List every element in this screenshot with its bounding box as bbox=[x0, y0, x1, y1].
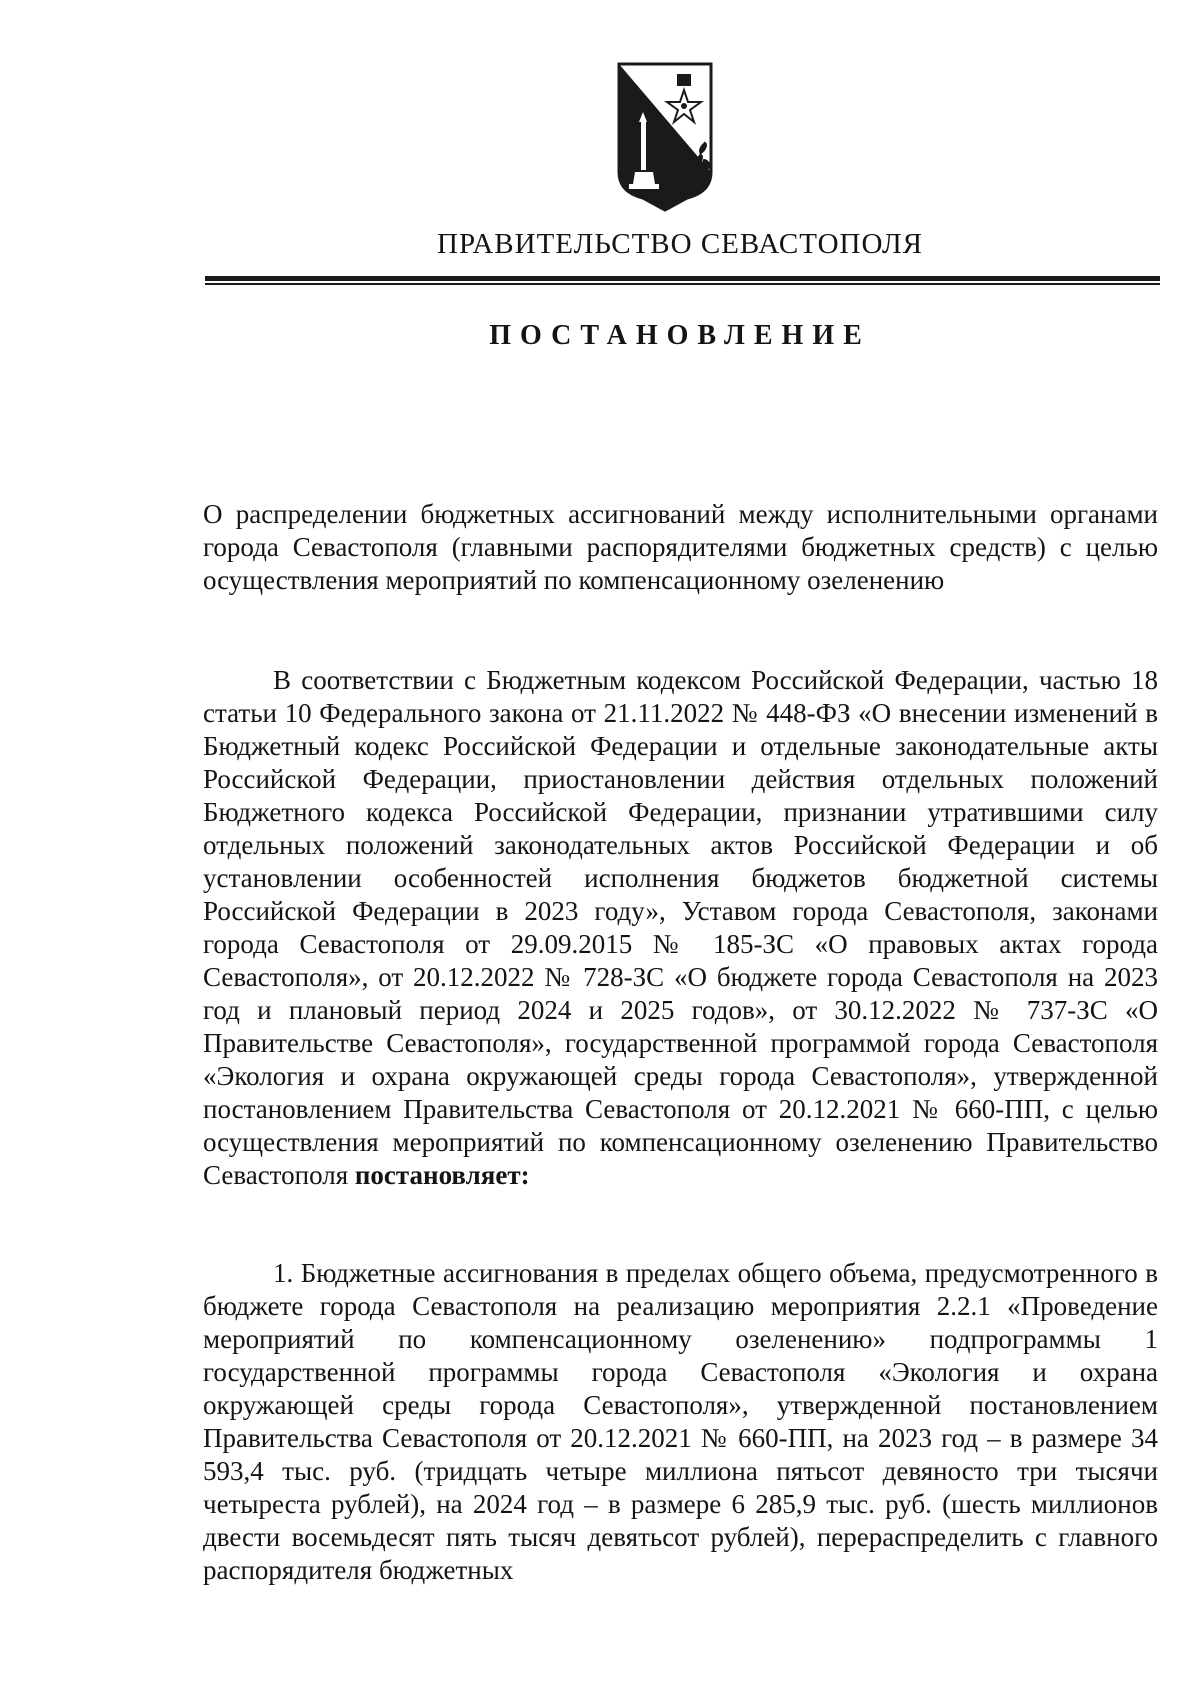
resolves-keyword: постановляет: bbox=[354, 1160, 530, 1190]
organization-name: ПРАВИТЕЛЬСТВО СЕВАСТОПОЛЯ bbox=[437, 228, 923, 260]
header-divider-thick bbox=[205, 276, 1160, 281]
preamble-paragraph bbox=[203, 664, 1158, 1192]
preamble-text: В соответствии с Бюджетным кодексом Российской Федерации, частью 18 статьи 10 Федерального закона от 21.11.2022 № 448-ФЗ «О внесении изменений в Бюджетный кодекс Российской Федерации и отдельные законодательные акты Российской Федерации, приостановлении действия отдельных положений Бюджетного кодекса Российской Федерации, признании утратившими силу отдельных положений законодательных актов Российской Федерации и об установлении особенностей исполнения бюджетов бюджетной системы Российской Федерации в 2023 году», Уставом города Севастополя, законами города Севастополя от 29.09.2015 № 185-ЗС «О правовых актах города Севастополя», от 20.12.2022 № 728-ЗС «О бюджете города Севастополя на 2023 год и плановый период 2024 и 2025 годов», от 30.12.2022 № 737-ЗС «О Правительстве Севастополя», государственной программой города Севастополя «Экология и охрана окружающей среды города Севастополя», утвержденной постановлением Правительства Севастополя от 20.12.2021 № 660-ПП, с целью осуществления мероприятий по компенсационному озеленению Правительство Севастополя bbox=[203, 665, 1158, 1190]
subject-text: О распределении бюджетных ассигнований между исполнительными органами города Севастополя (главными распорядителями бюджетных средств) с целью осуществления мероприятий по компенсационному озеленению bbox=[203, 499, 1158, 595]
sevastopol-emblem-svg bbox=[615, 60, 715, 212]
clause-1-text: 1. Бюджетные ассигнования в пределах общего объема, предусмотренного в бюджете города Севастополя на реализацию мероприятия 2.2.1 «Проведение мероприятий по компенсационному озеленению» подпрограммы 1 государственной программы города Севастополя «Экология и охрана окружающей среды города Севастополя», утвержденной постановлением Правительства Севастополя от 20.12.2021 № 660-ПП, на 2023 год – в размере 34 593,4 тыс. руб. (тридцать четыре миллиона пятьсот девяносто три тысячи четыреста рублей), на 2024 год – в размере 6 285,9 тыс. руб. (шесть миллионов двести восемьдесят пять тысяч девятьсот рублей), перераспределить с главного распорядителя бюджетных bbox=[203, 1258, 1158, 1585]
clause-1-paragraph bbox=[203, 1257, 1158, 1587]
document-subject bbox=[203, 498, 1158, 597]
header-divider-thin bbox=[205, 283, 1160, 285]
coat-of-arms-icon bbox=[615, 60, 715, 212]
document-type-title: ПОСТАНОВЛЕНИЕ bbox=[489, 320, 871, 351]
